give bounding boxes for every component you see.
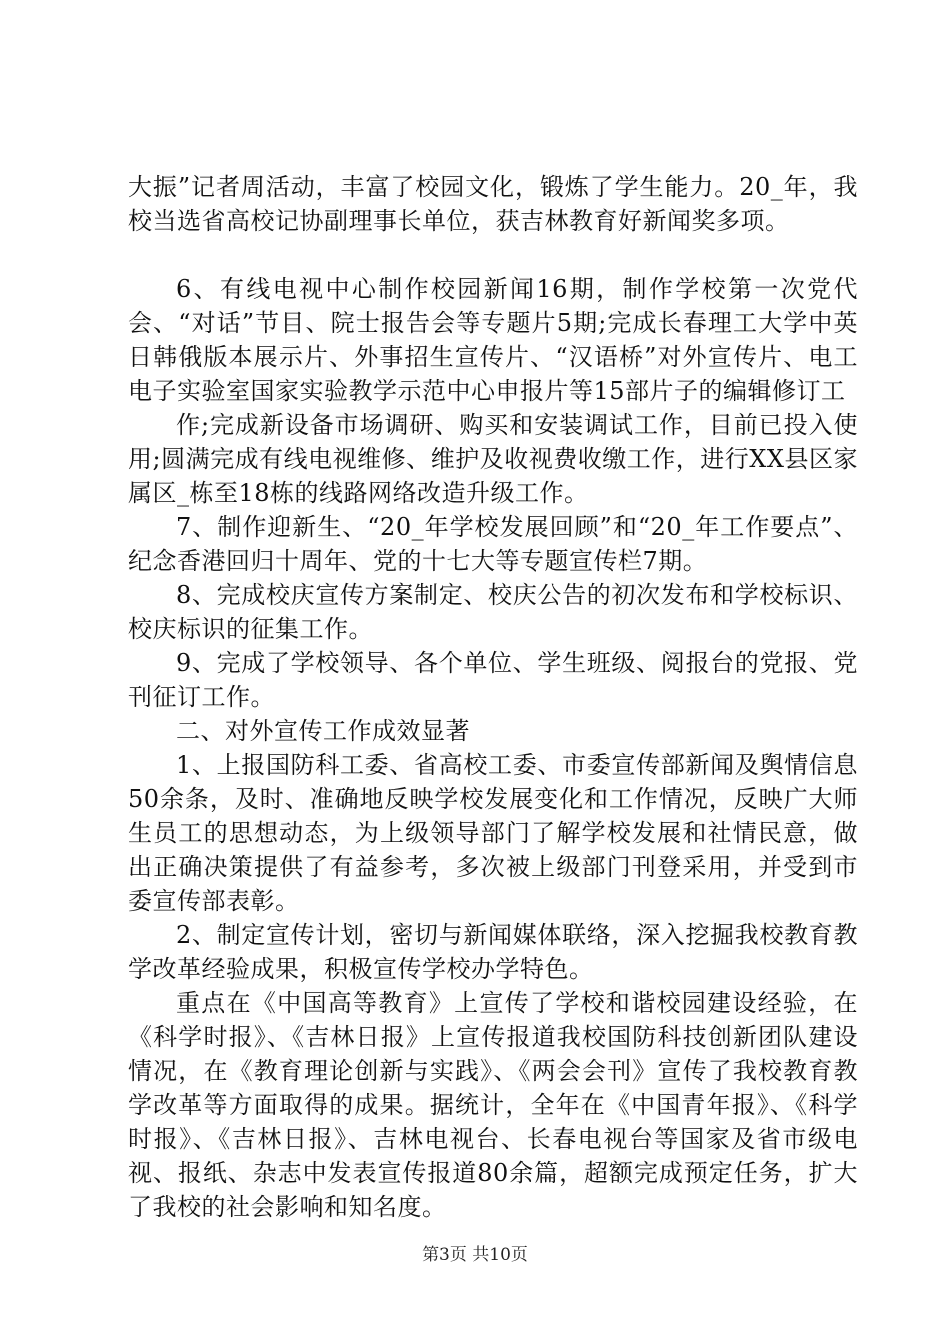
- section-heading: 二、对外宣传工作成效显著: [176, 717, 470, 745]
- page-footer: [0, 1240, 950, 1265]
- paragraph-item-7: 7、制作迎新生、“20_年学校发展回顾”和“20_年工作要点”、纪念香港回归十周年、党的十七大等专题宣传栏7期。: [128, 513, 858, 575]
- page-number-label: 第3页 共10页: [422, 1245, 528, 1265]
- paragraph-highlights: 重点在《中国高等教育》上宣传了学校和谐校园建设经验，在《科学时报》、《吉林日报》上宣传报道我校国防科技创新团队建设情况，在《教育理论创新与实践》、《两会会刊》宣传了我校教育教学改革等方面取得的成果。据统计，全年在《中国青年报》、《科学时报》、《吉林日报》、吉林电视台、长春电视台等国家及省市级电视、报纸、杂志中发表宣传报道80余篇，超额完成预定任务，扩大了我校的社会影响和知名度。: [128, 989, 858, 1221]
- paragraph-continuation: 大振”记者周活动，丰富了校园文化，锻炼了学生能力。20_年，我校当选省高校记协副理事长单位，获吉林教育好新闻奖多项。: [128, 173, 858, 235]
- paragraph-external-1: 1、上报国防科工委、省高校工委、市委宣传部新闻及舆情信息50余条，及时、准确地反映学校发展变化和工作情况，反映广大师生员工的思想动态，为上级领导部门了解学校发展和社情民意，做出正确决策提供了有益参考，多次被上级部门刊登采用，并受到市委宣传部表彰。: [128, 751, 858, 915]
- paragraph-item-9: 9、完成了学校领导、各个单位、学生班级、阅报台的党报、党刊征订工作。: [128, 649, 858, 711]
- document-body: [128, 170, 858, 1224]
- paragraph-item-6: 6、有线电视中心制作校园新闻16期，制作学校第一次党代会、“对话”节目、院士报告会等专题片5期;完成长春理工大学中英日韩俄版本展示片、外事招生宣传片、“汉语桥”对外宣传片、电工电子实验室国家实验教学示范中心申报片等15部片子的编辑修订工: [128, 275, 858, 405]
- paragraph-item-6-continued: 作;完成新设备市场调研、购买和安装调试工作，目前已投入使用;圆满完成有线电视维修、维护及收视费收缴工作，进行XX县区家属区_栋至18栋的线路网络改造升级工作。: [128, 411, 858, 507]
- paragraph-item-8: 8、完成校庆宣传方案制定、校庆公告的初次发布和学校标识、校庆标识的征集工作。: [128, 581, 858, 643]
- paragraph-external-2: 2、制定宣传计划，密切与新闻媒体联络，深入挖掘我校教育教学改革经验成果，积极宣传学校办学特色。: [128, 921, 858, 983]
